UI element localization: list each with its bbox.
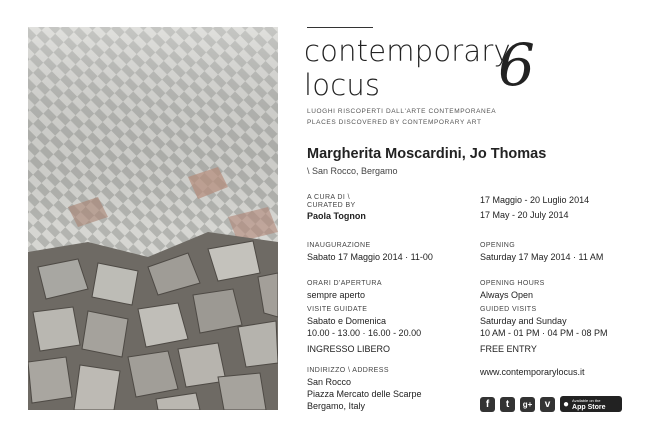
opening-value-it: Sabato 17 Maggio 2014 · 11-00	[307, 252, 433, 262]
floor-photo	[28, 27, 278, 410]
address-line-1: San Rocco	[307, 377, 352, 387]
subtitle	[307, 106, 496, 128]
floor-tiles-image	[28, 27, 278, 410]
visits-days-en: Saturday and Sunday	[480, 316, 567, 326]
hours-value-it: sempre aperto	[307, 290, 366, 300]
address-line-3: Bergamo, Italy	[307, 401, 366, 411]
dates-italian: 17 Maggio - 20 Luglio 2014	[480, 195, 590, 205]
hours-value-en: Always Open	[480, 290, 534, 300]
entry-italian: INGRESSO LIBERO	[307, 344, 391, 354]
googleplus-icon[interactable]: g+	[520, 397, 535, 412]
opening-value-en: Saturday 17 May 2014 · 11 AM	[480, 252, 604, 262]
visits-en-block	[480, 306, 608, 355]
title-rule	[307, 27, 373, 28]
visits-times-en: 10 AM - 01 PM · 04 PM - 08 PM	[480, 328, 608, 338]
website-link[interactable]: www.contemporarylocus.it	[480, 367, 585, 377]
visits-label-en: GUIDED VISITS	[480, 306, 537, 313]
curator-label-it: A CURA DI \	[307, 194, 350, 201]
address-label: INDIRIZZO \ ADDRESS	[307, 367, 389, 374]
vimeo-icon[interactable]: v	[540, 397, 555, 412]
title-line-1: contemporary	[304, 34, 511, 68]
app-store-small-text: Available on the	[572, 398, 601, 403]
visits-it-block	[307, 306, 421, 355]
visits-times-it: 10.00 - 13.00 · 16.00 - 20.00	[307, 328, 422, 338]
opening-en-block	[480, 242, 603, 263]
hours-en-block	[480, 280, 545, 301]
page-title	[304, 34, 511, 102]
apple-icon: ●	[563, 398, 570, 410]
opening-label-it: INAUGURAZIONE	[307, 242, 371, 249]
opening-label-en: OPENING	[480, 242, 516, 249]
curator-label-en: CURATED BY	[307, 202, 356, 209]
curator-name: Paola Tognon	[307, 211, 366, 221]
curator-block	[307, 194, 366, 222]
dates-english: 17 May - 20 July 2014	[480, 210, 569, 220]
visits-days-it: Sabato e Domenica	[307, 316, 387, 326]
subtitle-italian: LUOGHI RISCOPERTI DALL'ARTE CONTEMPORANEA	[307, 108, 497, 115]
location: \ San Rocco, Bergamo	[307, 166, 398, 176]
dates-block	[480, 193, 589, 223]
visits-label-it: VISITE GUIDATE	[307, 306, 368, 313]
address-line-2: Piazza Mercato delle Scarpe	[307, 389, 422, 399]
artists: Margherita Moscardini, Jo Thomas	[307, 146, 547, 162]
social-links	[480, 396, 622, 412]
entry-english: FREE ENTRY	[480, 344, 537, 354]
address-block	[307, 367, 422, 412]
subtitle-english: PLACES DISCOVERED BY CONTEMPORARY ART	[307, 119, 482, 126]
app-store-big-text: App Store	[572, 404, 606, 411]
opening-it-block	[307, 242, 433, 263]
hours-label-it: ORARI D'APERTURA	[307, 280, 382, 287]
hours-it-block	[307, 280, 382, 301]
twitter-icon[interactable]: t	[500, 397, 515, 412]
facebook-icon[interactable]: f	[480, 397, 495, 412]
issue-number: 6	[498, 31, 535, 99]
title-line-2: locus	[304, 68, 381, 102]
app-store-badge[interactable]	[560, 396, 622, 412]
hours-label-en: OPENING HOURS	[480, 280, 545, 287]
